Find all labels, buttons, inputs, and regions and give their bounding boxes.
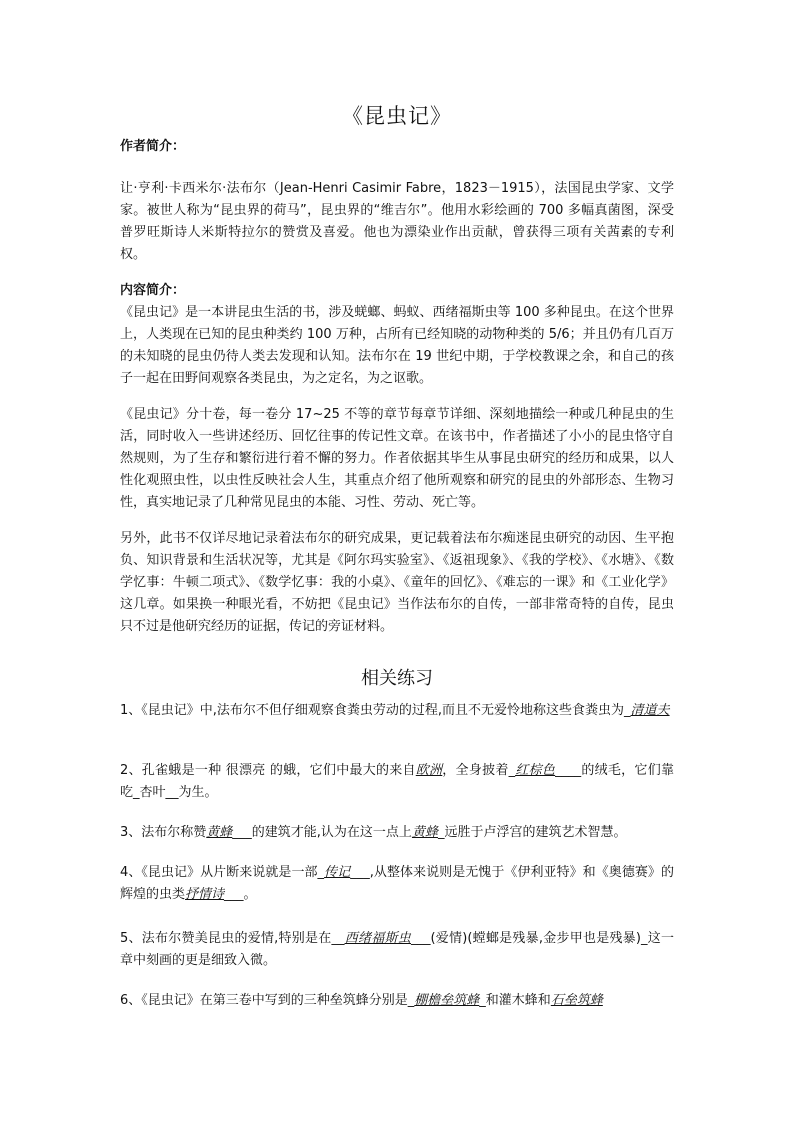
q5-text-a: 5、法布尔赞美昆虫的爱情,特别是在__ bbox=[120, 931, 345, 946]
q4-text-c: ___。 bbox=[224, 887, 257, 902]
q2-text-b: ，全身披着_ bbox=[442, 763, 516, 778]
content-heading: 内容简介： bbox=[120, 283, 186, 298]
q4-answer-2: 抒情诗 bbox=[185, 887, 225, 902]
author-text: 让·亨利·卡西米尔·法布尔（Jean-Henri Casimir Fabre，1823－1915），法国昆虫学家、文学家。被世人称为“昆虫界的荷马”，昆虫界的“维吉尔”。他用水彩绘画的 700 多幅真菌图，深受普罗旺斯诗人米斯特拉尔的赞赏及喜爱。他也为漂染业作出贡献，曾获得三项有关茜素的专利权。 bbox=[120, 181, 674, 262]
q6-answer-1: 棚檐垒筑蜂 bbox=[414, 993, 480, 1008]
q4-text-a: 4、《昆虫记》从片断来说就是一部_ bbox=[120, 865, 325, 880]
q5-answer: 西绪福斯虫 bbox=[344, 931, 411, 946]
q2-text-a: 2、孔雀蛾是一种 很漂亮 的蛾，它们中最大的来自 bbox=[120, 763, 416, 778]
q2-answer-2: 红棕色 bbox=[515, 763, 556, 778]
question-4 bbox=[120, 862, 674, 906]
content-paragraph-1: 《昆虫记》是一本讲昆虫生活的书，涉及蜣螂、蚂蚁、西绪福斯虫等 100 多种昆虫。在这个世界上，人类现在已知的昆虫种类约 100 万种，占所有已经知晓的动物种类的 5/6；并且仍有几百万的未知晓的昆虫仍待人类去发现和认知。法布尔在 19 世纪中期，于学校教课之余，和自己的孩子一起在田野间观察各类昆虫，为之定名，为之讴歌。 bbox=[120, 305, 674, 386]
q3-text-a: 3、法布尔称赞 bbox=[120, 825, 207, 840]
question-3 bbox=[120, 822, 674, 844]
q4-answer-1: 传记 bbox=[324, 865, 351, 880]
q4-text-b: ___,从整体来说则是无愧于《伊利亚特》和《奥德赛》的辉煌的虫类 bbox=[120, 865, 674, 902]
q3-answer-1: 黄蜂 bbox=[206, 825, 233, 840]
q2-text-c: ____的绒毛，它们靠吃_杏叶__为生。 bbox=[120, 763, 674, 800]
q3-text-c: _远胜于卢浮宫的建筑艺术智慧。 bbox=[437, 825, 627, 840]
author-heading: 作者简介： bbox=[120, 139, 186, 154]
q6-answer-2: 石垒筑蜂 bbox=[550, 993, 603, 1008]
content-paragraph-3: 另外，此书不仅详尽地记录着法布尔的研究成果，更记载着法布尔痴迷昆虫研究的动因、生平抱负、知识背景和生活状况等，尤其是《阿尔玛实验室》、《返祖现象》、《我的学校》、《水塘》、《数学忆事：牛顿二项式》、《数学忆事：我的小桌》、《童年的回忆》、《难忘的一课》和《工业化学》这几章。如果换一种眼光看，不妨把《昆虫记》当作法布尔的自传，一部非常奇特的自传，昆虫只不过是他研究经历的证据，传记的旁证材料。 bbox=[120, 531, 674, 634]
question-2 bbox=[120, 760, 674, 804]
q5-text-b: ___(爱情)(螳螂是残暴,金步甲也是残暴)_这一章中刻画的更是细致入微。 bbox=[120, 931, 674, 968]
q3-text-b: ___的建筑才能,认为在这一点上 bbox=[232, 825, 412, 840]
q2-answer-1: 欧洲 bbox=[415, 763, 443, 778]
q6-text-b: _和灌木蜂和 bbox=[479, 993, 551, 1008]
q6-text-a: 6、《昆虫记》在第三卷中写到的三种垒筑蜂分别是_ bbox=[120, 993, 415, 1008]
question-1 bbox=[120, 700, 674, 722]
page-title: 《昆虫记》 bbox=[342, 104, 452, 128]
content-paragraph-2: 《昆虫记》分十卷，每一卷分 17~25 不等的章节每章节详细、深刻地描绘一种或几种昆虫的生活，同时收入一些讲述经历、回忆往事的传记性文章。在该书中，作者描述了小小的昆虫恪守自然规则，为了生存和繁衍进行着不懈的努力。作者依据其毕生从事昆虫研究的经历和成果，以人性化观照虫性，以虫性反映社会人生，其重点介绍了他所观察和研究的昆虫的外部形态、生物习性，真实地记录了几种常见昆虫的本能、习性、劳动、死亡等。 bbox=[120, 407, 674, 510]
q3-answer-2: 黄蜂 bbox=[411, 825, 438, 840]
question-5 bbox=[120, 928, 674, 972]
q1-answer: 清道夫 bbox=[630, 703, 670, 718]
exercise-heading: 相关练习 bbox=[361, 668, 433, 689]
q1-text: 1、《昆虫记》中,法布尔不但仔细观察食粪虫劳动的过程,而且不无爱怜地称这些食粪虫为_ bbox=[120, 703, 631, 718]
question-6 bbox=[120, 990, 674, 1012]
